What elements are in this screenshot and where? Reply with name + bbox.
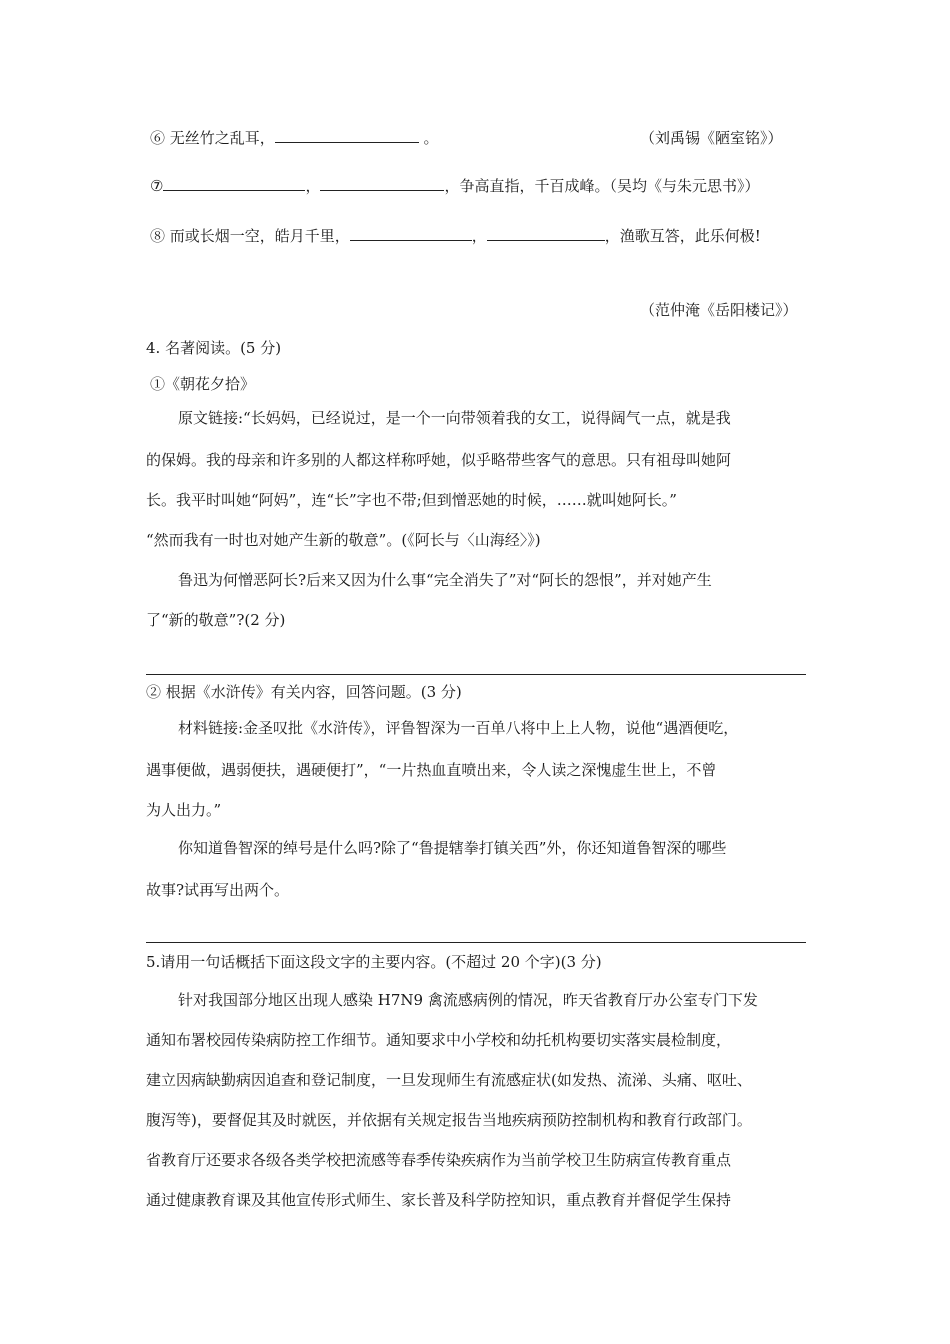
poem-item-7-suffix: ，争高直指，千百成峰。（吴均《与朱元思书》） [444, 177, 760, 195]
q4-sub2-line: 遇事便做，遇弱便扶，遇硬便打”，“一片热血直喷出来，令人读之深愧虚生世上，不曾 [146, 761, 717, 779]
q4-sub2-question: 你知道鲁智深的绰号是什么吗?除了“鲁提辖拳打镇关西”外，你还知道鲁智深的哪些 [178, 839, 727, 857]
q5-passage-line: 省教育厅还要求各级各类学校把流感等春季传染疾病作为当前学校卫生防病宣传教育重点 [146, 1151, 732, 1169]
poem-item-8-source: （范仲淹《岳阳楼记》） [640, 301, 798, 319]
answer-blank[interactable] [275, 128, 419, 143]
poem-item-8-suffix: ，渔歌互答，此乐何极! [604, 227, 761, 245]
answer-line[interactable] [146, 942, 806, 943]
answer-blank[interactable] [163, 176, 305, 191]
q4-sub2-question: 故事?试再写出两个。 [146, 881, 290, 899]
q4-sub1-heading: ①《朝花夕拾》 [150, 375, 256, 393]
q5-passage-line: 通过健康教育课及其他宣传形式师生、家长普及科学防控知识，重点教育并督促学生保持 [146, 1191, 732, 1209]
q4-sub1-question: 了“新的敬意”?(2 分) [146, 611, 286, 629]
answer-line[interactable] [146, 674, 806, 675]
question-4-title: 4. 名著阅读。(5 分) [146, 339, 282, 357]
answer-blank[interactable] [350, 226, 472, 241]
poem-item-6-source: （刘禹锡《陋室铭》） [640, 129, 783, 147]
poem-item-6-prefix: ⑥ 无丝竹之乱耳， [150, 129, 275, 147]
poem-item-7-sep: ， [305, 177, 321, 195]
q4-sub2-heading: ② 根据《水浒传》有关内容，回答问题。(3 分) [146, 683, 462, 701]
poem-item-7-prefix: ⑦ [150, 177, 164, 195]
q5-passage-line: 通知布署校园传染病防控工作细节。通知要求中小学校和幼托机构要切实落实晨检制度， [146, 1031, 732, 1049]
q4-sub2-line: 材料链接:金圣叹批《水浒传》，评鲁智深为一百单八将中上上人物，说他“遇酒便吃， [178, 719, 739, 737]
q4-sub1-line: 原文链接:“长妈妈，已经说过，是一个一向带领着我的女工，说得阔气一点，就是我 [178, 409, 731, 427]
poem-item-8 [150, 226, 761, 246]
poem-item-8-prefix: ⑧ 而或长烟一空，皓月千里， [150, 227, 350, 245]
poem-item-7 [150, 176, 759, 196]
q4-sub2-line: 为人出力。” [146, 801, 222, 819]
poem-item-6-suffix: 。 [418, 129, 439, 147]
answer-blank[interactable] [320, 176, 444, 191]
poem-item-6 [150, 128, 439, 148]
answer-blank[interactable] [487, 226, 605, 241]
q4-sub1-line: 长。我平时叫她“阿妈”，连“长”字也不带;但到憎恶她的时候，……就叫她阿长。” [146, 491, 677, 509]
q5-passage-line: 建立因病缺勤病因追查和登记制度，一旦发现师生有流感症状(如发热、流涕、头痛、呕吐、 [146, 1071, 752, 1089]
q5-passage-line: 腹泻等)，要督促其及时就医，并依据有关规定报告当地疾病预防控制机构和教育行政部门。 [146, 1111, 752, 1129]
poem-item-8-sep: ， [471, 227, 487, 245]
question-5-title: 5.请用一句话概括下面这段文字的主要内容。(不超过 20 个字)(3 分) [146, 953, 602, 971]
q4-sub1-line: 的保姆。我的母亲和许多别的人都这样称呼她，似乎略带些客气的意思。只有祖母叫她阿 [146, 451, 732, 469]
q4-sub1-line: “然而我有一时也对她产生新的敬意”。(《阿长与〈山海经〉》) [146, 531, 541, 549]
q4-sub1-question: 鲁迅为何憎恶阿长?后来又因为什么事“完全消失了”对“阿长的怨恨”，并对她产生 [178, 571, 712, 589]
q5-passage-line: 针对我国部分地区出现人感染 H7N9 禽流感病例的情况，昨天省教育厅办公室专门下发 [178, 991, 758, 1009]
